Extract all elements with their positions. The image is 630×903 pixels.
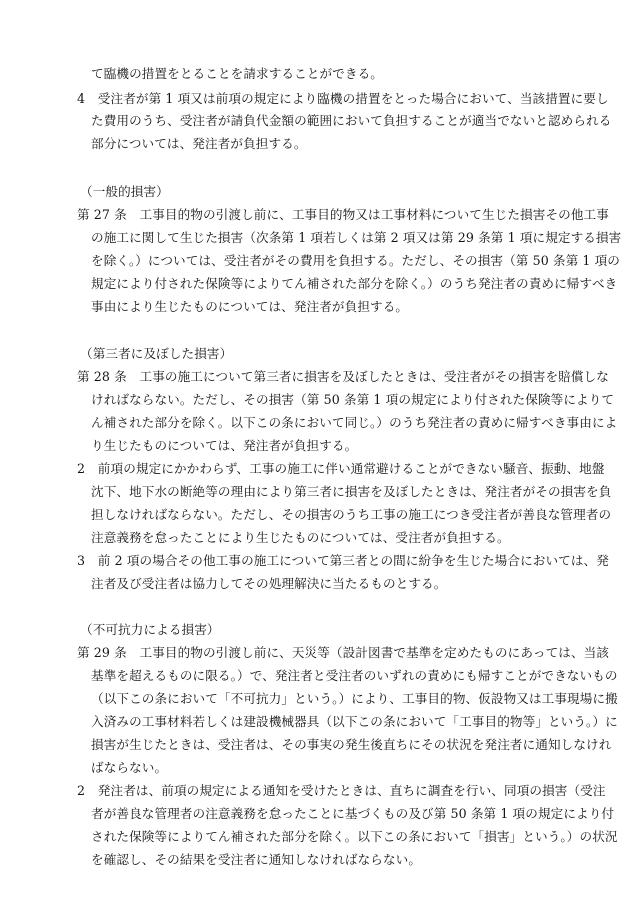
text-line: 第 27 条 工事目的物の引渡し前に、工事目的物又は工事材料について生じた損害その他工事 — [77, 207, 609, 222]
text-line: を確認し、その結果を受注者に通知しなければならない。 — [91, 852, 422, 867]
text-line: 第 28 条 工事の施工について第三者に損害を及ぼしたときは、受注者がその損害を賠償しな — [77, 369, 609, 384]
text-line: された保険等によりてん補された部分を除く。以下この条において「損害」という。）の状況 — [91, 829, 618, 844]
text-line: 注意義務を怠ったことにより生じたものについては、受注者が負担する。 — [91, 530, 510, 545]
text-line: 注者及び受注者は協力してその処理解決に当たるものとする。 — [91, 576, 447, 591]
section-heading: （不可抗力による損害） — [80, 622, 220, 637]
text-line: 2 発注者は、前項の規定による通知を受けたときは、直ちに調査を行い、同項の損害（受注 — [77, 783, 606, 798]
text-line: 第 29 条 工事目的物の引渡し前に、天災等（設計図書で基準を定めたものにあっては、当該 — [77, 645, 610, 660]
text-line: 損害が生じたときは、受注者は、その事実の発生後直ちにその状況を発注者に通知しなけれ — [91, 737, 612, 752]
text-line: 者が善良な管理者の注意義務を怠ったことに基づくもの及び第 50 条第 1 項の規定により付 — [91, 806, 615, 821]
text-line: 2 前項の規定にかかわらず、工事の施工に伴い通常避けることができない騒音、振動、地盤 — [77, 461, 605, 476]
text-line: 入済みの工事材料若しくは建設機械器具（以下この条において「工事目的物等」という。）に — [91, 714, 618, 729]
text-line: て臨機の措置をとることを請求することができる。 — [91, 66, 383, 81]
text-line: 担しなければならない。ただし、その損害のうち工事の施工につき受注者が善良な管理者の — [91, 507, 612, 522]
text-line: ん補された部分を除く。以下この条において同じ。）のうち発注者の責めに帰すべき事由によ — [91, 415, 618, 430]
section-heading: （第三者に及ぼした損害） — [80, 346, 233, 361]
text-line: た費用のうち、受注者が請負代金額の範囲において負担することが適当でないと認められる — [91, 113, 612, 128]
text-line: 規定により付された保険等によりてん補された部分を除く。）のうち発注者の責めに帰すべき — [91, 276, 618, 291]
text-line: ばならない。 — [91, 760, 168, 775]
text-line: 4 受注者が第 1 項又は前項の規定により臨機の措置をとった場合において、当該措置に要し — [77, 91, 609, 106]
text-line: の施工に関して生じた損害（次条第 1 項若しくは第 2 項又は第 29 条第 1 項に規定する損害 — [91, 230, 622, 245]
text-line: 沈下、地下水の断絶等の理由により第三者に損害を及ぼしたときは、発注者がその損害を負 — [91, 484, 612, 499]
text-line: り生じたものについては、発注者が負担する。 — [91, 438, 358, 453]
text-line: ければならない。ただし、その損害（第 50 条第 1 項の規定により付された保険等によりて — [91, 392, 615, 407]
text-line: を除く。）については、受注者がその費用を負担する。ただし、その損害（第 50 条第 1 項の — [91, 253, 621, 268]
text-line: （以下この条において「不可抗力」という。）により、工事目的物、仮設物又は工事現場に搬 — [91, 691, 618, 706]
text-line: 3 前 2 項の場合その他工事の施工について第三者との間に紛争を生じた場合においては、発 — [77, 553, 609, 568]
section-heading: （一般的損害） — [80, 184, 169, 199]
text-line: 部分については、発注者が負担する。 — [91, 136, 307, 151]
text-line: 事由により生じたものについては、発注者が負担する。 — [91, 299, 409, 314]
text-line: 基準を超えるものに限る。）で、発注者と受注者のいずれの責めにも帰すことができないもの — [91, 668, 618, 683]
